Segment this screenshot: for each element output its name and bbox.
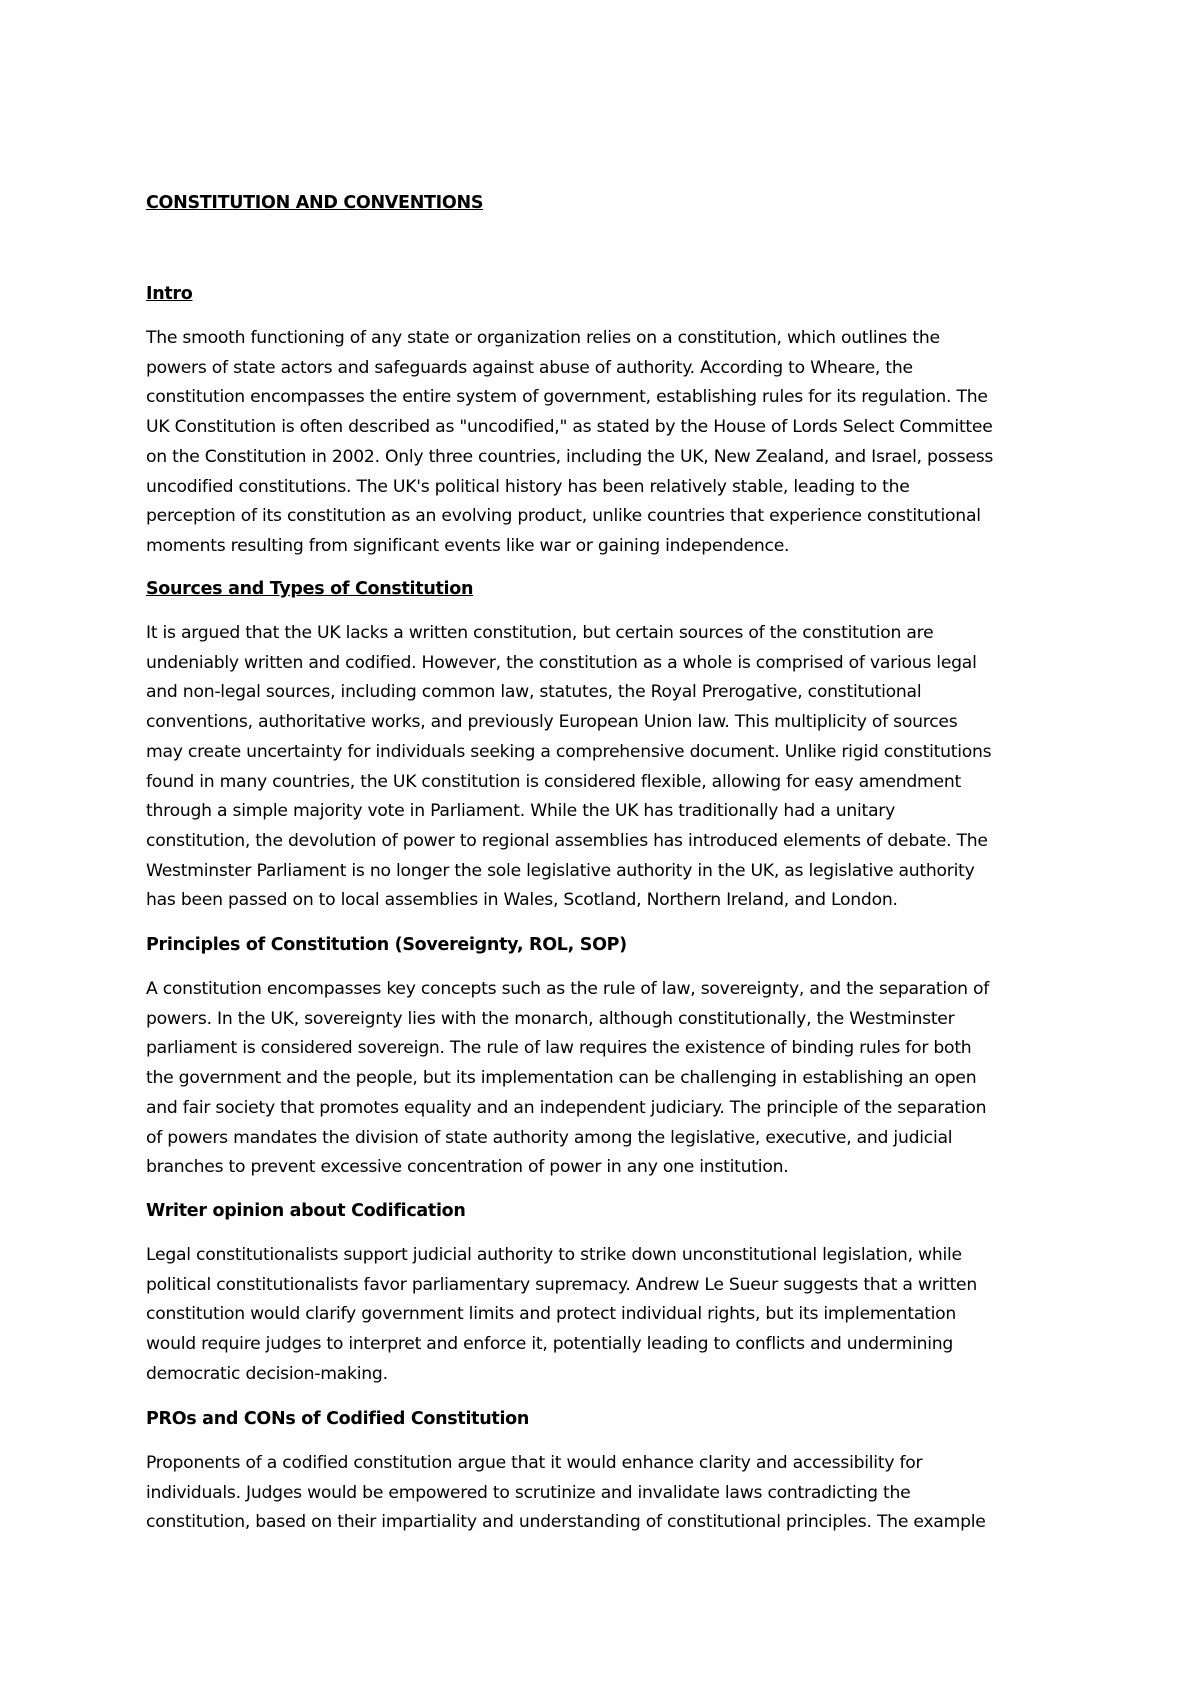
section-sources-and-types	[146, 576, 1066, 916]
text-line: uncodified constitutions. The UK's political history has been relatively stable, leading to the	[146, 476, 910, 497]
text-line: parliament is considered sovereign. The rule of law requires the existence of binding rules for both	[146, 1038, 972, 1059]
section-writer-opinion	[146, 1198, 1066, 1390]
text-line: on the Constitution in 2002. Only three countries, including the UK, New Zealand, and Israel, possess	[146, 446, 994, 467]
text-line: Proponents of a codified constitution argue that it would enhance clarity and accessibility for	[146, 1453, 923, 1473]
section-principles	[146, 932, 1066, 1183]
section-heading: Sources and Types of Constitution	[146, 579, 474, 599]
text-line: powers of state actors and safeguards against abuse of authority. According to Wheare, the	[146, 357, 913, 378]
section-heading: Writer opinion about Codification	[146, 1201, 466, 1221]
text-line: has been passed on to local assemblies in Wales, Scotland, Northern Ireland, and London.	[146, 890, 898, 911]
section-paragraph	[146, 324, 1066, 562]
text-line: constitution, the devolution of power to regional assemblies has introduced elements of debate. The	[146, 830, 988, 851]
text-line: may create uncertainty for individuals seeking a comprehensive document. Unlike rigid constitutions	[146, 741, 992, 762]
text-line: of powers mandates the division of state authority among the legislative, executive, and judicial	[146, 1127, 953, 1148]
text-line: democratic decision-making.	[146, 1363, 388, 1384]
text-line: A constitution encompasses key concepts such as the rule of law, sovereignty, and the separation of	[146, 979, 990, 999]
text-line: found in many countries, the UK constitution is considered flexible, allowing for easy amendment	[146, 771, 962, 792]
document-title: CONSTITUTION AND CONVENTIONS	[146, 193, 484, 213]
text-line: undeniably written and codified. However, the constitution as a whole is comprised of various legal	[146, 652, 977, 673]
text-line: moments resulting from significant events like war or gaining independence.	[146, 535, 790, 556]
text-line: The smooth functioning of any state or organization relies on a constitution, which outlines the	[146, 328, 940, 348]
text-line: the government and the people, but its implementation can be challenging in establishing an open	[146, 1068, 977, 1089]
text-line: political constitutionalists favor parliamentary supremacy. Andrew Le Sueur suggests that a written	[146, 1274, 978, 1295]
text-line: UK Constitution is often described as "uncodified," as stated by the House of Lords Select Committee	[146, 417, 993, 438]
section-paragraph	[146, 1449, 1066, 1538]
text-line: It is argued that the UK lacks a written constitution, but certain sources of the constitution are	[146, 623, 934, 643]
text-line: constitution, based on their impartiality and understanding of constitutional principles. The example	[146, 1512, 986, 1533]
section-pros-and-cons	[146, 1406, 1066, 1538]
text-line: individuals. Judges would be empowered to scrutinize and invalidate laws contradicting the	[146, 1482, 911, 1503]
section-heading: Intro	[146, 284, 193, 304]
document-page	[146, 190, 1066, 1533]
section-paragraph	[146, 619, 1066, 916]
text-line: and fair society that promotes equality and an independent judiciary. The principle of the separation	[146, 1097, 987, 1118]
section-heading: Principles of Constitution (Sovereignty, ROL, SOP)	[146, 935, 627, 955]
text-line: through a simple majority vote in Parliament. While the UK has traditionally had a unitary	[146, 801, 896, 822]
text-line: constitution would clarify government limits and protect individual rights, but its implementation	[146, 1304, 957, 1325]
text-line: perception of its constitution as an evolving product, unlike countries that experience constitutional	[146, 506, 981, 527]
text-line: Westminster Parliament is no longer the sole legislative authority in the UK, as legislative authority	[146, 860, 975, 881]
text-line: and non-legal sources, including common law, statutes, the Royal Prerogative, constitutional	[146, 682, 922, 703]
text-line: conventions, authoritative works, and previously European Union law. This multiplicity of sources	[146, 712, 958, 733]
text-line: Legal constitutionalists support judicial authority to strike down unconstitutional legislation, while	[146, 1245, 962, 1265]
text-line: branches to prevent excessive concentration of power in any one institution.	[146, 1157, 789, 1178]
text-line: constitution encompasses the entire system of government, establishing rules for its regulation. The	[146, 387, 988, 408]
section-intro	[146, 281, 1066, 562]
text-line: powers. In the UK, sovereignty lies with the monarch, although constitutionally, the Westminster	[146, 1008, 955, 1029]
section-heading: PROs and CONs of Codified Constitution	[146, 1409, 530, 1429]
text-line: would require judges to interpret and enforce it, potentially leading to conflicts and undermining	[146, 1334, 954, 1355]
section-paragraph	[146, 1241, 1066, 1390]
section-paragraph	[146, 975, 1066, 1183]
